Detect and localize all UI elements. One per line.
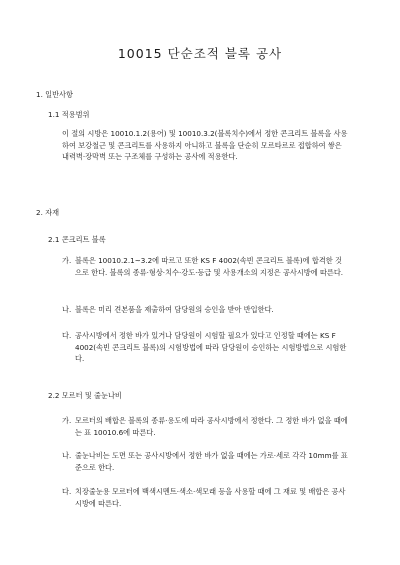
section-heading-general: 1. 일반사항 — [36, 90, 73, 99]
document-title: 10015 단순조적 블록 공사 — [117, 46, 283, 61]
list-item-text: 모르터의 배합은 블록의 종류·용도에 따라 공사시방에서 정한다. 그 정한 바가 없을 때에는 표 10010.6에 따른다. — [75, 416, 348, 437]
list-marker: 나. — [62, 305, 72, 314]
subsection-heading-scope: 1.1 적용범위 — [48, 110, 90, 119]
list-marker: 가. — [62, 416, 72, 425]
list-item — [62, 304, 348, 316]
list-marker: 나. — [62, 451, 72, 460]
list-item-text: 블록은 미리 견본품을 제출하여 담당원의 승인을 받아 반입한다. — [75, 305, 274, 314]
list-item-text: 블록은 10010.2.1~3.2에 따르고 또한 KS F 4002(속빈 콘크리트 블록)에 합격한 것으로 한다. 블록의 종류·형상·치수·강도·등급 및 사용개소의 지정은 공사시방에 따른다. — [75, 256, 344, 277]
list-marker: 다. — [62, 487, 72, 496]
subsection-heading-mortar-joint: 2.2 모르터 및 줄눈나비 — [48, 391, 122, 400]
list-item-text: 치장줄눈용 모르터에 백색시멘트·색소·색모래 등을 사용할 때에 그 재료 및 배합은 공사시방에 따른다. — [75, 487, 346, 508]
list-item — [62, 255, 348, 278]
subsection-heading-concrete-block: 2.1 콘크리트 블록 — [48, 235, 106, 244]
list-marker: 가. — [62, 256, 72, 265]
list-item — [62, 450, 348, 473]
list-item-text: 줄눈나비는 도면 또는 공사시방에서 정한 바가 없을 때에는 가로·세로 각각 10mm를 표준으로 한다. — [75, 451, 348, 472]
scope-paragraph: 이 절의 시방은 10010.1.2(용어) 및 10010.3.2(블록치수)에서 정한 콘크리트 블록을 사용하여 보강철근 및 콘크리트를 사용하지 아니하고 블록을 단순히 모르타르로 접합하여 쌓은 내력벽·장막벽 또는 구조체를 구성하는 공사에 적용한다. — [62, 129, 348, 161]
section-heading-materials: 2. 자재 — [36, 208, 60, 217]
list-item — [62, 415, 348, 438]
list-marker: 다. — [62, 331, 72, 340]
list-item-text: 공사시방에서 정한 바가 있거나 담당원이 시험할 필요가 있다고 인정할 때에는 KS F 4002(속빈 콘크리트 블록)의 시험방법에 따라 담당원이 승인하는 시험방법으로 시험한다. — [75, 331, 347, 363]
list-item — [62, 486, 348, 509]
list-item — [62, 330, 348, 365]
